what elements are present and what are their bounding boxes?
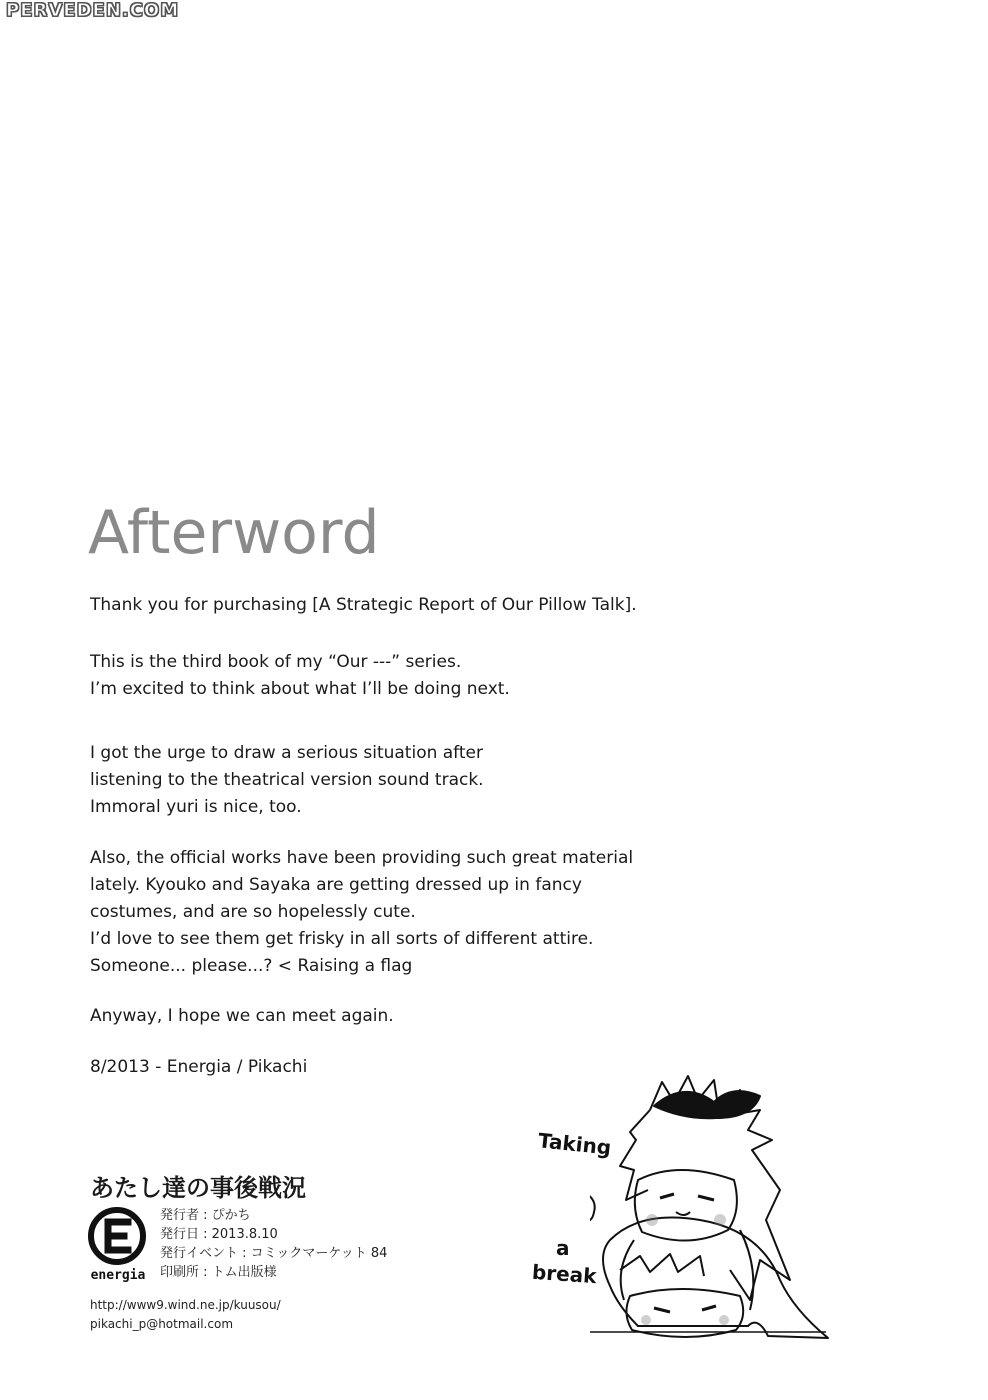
paragraph-line: listening to the theatrical version sound track.: [90, 770, 484, 790]
caption-word-taking: Taking: [536, 1128, 613, 1160]
paragraph-line: lately. Kyouko and Sayaka are getting dressed up in fancy: [90, 875, 582, 895]
book-title: あたし達の事後戦況: [90, 1174, 306, 1202]
paragraph-line: Anyway, I hope we can meet again.: [90, 1006, 394, 1026]
afterword-paragraph: [90, 740, 710, 821]
paragraph-line: Someone... please...? < Raising a flag: [90, 956, 413, 976]
afterword-paragraph: [90, 649, 710, 703]
paragraph-line: I’m excited to think about what I’ll be doing next.: [90, 679, 510, 699]
colophon-info: [160, 1206, 387, 1282]
chibi-characters-illustration: [590, 1070, 830, 1345]
paragraph-line: I’d love to see them get frisky in all sorts of different attire.: [90, 929, 594, 949]
logo-wordmark: energia: [90, 1268, 146, 1283]
publish-date-row: 発行日 : 2013.8.10: [160, 1227, 278, 1242]
website-url: http://www9.wind.ne.jp/kuusou/: [90, 1298, 281, 1312]
contact-info: [90, 1296, 281, 1334]
paragraph-line: Immoral yuri is nice, too.: [90, 797, 302, 817]
caption-word-a: a: [556, 1236, 570, 1260]
email-address: pikachi_p@hotmail.com: [90, 1317, 234, 1331]
paragraph-line: This is the third book of my “Our ---” series.: [90, 652, 462, 672]
printer-row: 印刷所 : トム出版様: [160, 1265, 277, 1280]
paragraph-line: Thank you for purchasing [A Strategic Report of Our Pillow Talk].: [90, 595, 637, 615]
paragraph-line: costumes, and are so hopelessly cute.: [90, 902, 416, 922]
publisher-row: 発行者 : ぴかち: [160, 1208, 251, 1223]
afterword-paragraph: [90, 1003, 710, 1030]
site-watermark: PERVEDEN.COM: [6, 0, 180, 21]
afterword-paragraph: [90, 845, 710, 980]
event-row: 発行イベント : コミックマーケット 84: [160, 1246, 388, 1261]
afterword-title: Afterword: [88, 498, 380, 568]
paragraph-line: Also, the official works have been providing such great material: [90, 848, 634, 868]
paragraph-line: I got the urge to draw a serious situation after: [90, 743, 483, 763]
paragraph-line: 8/2013 - Energia / Pikachi: [90, 1057, 308, 1077]
afterword-paragraph: [90, 592, 710, 619]
caption-word-break: break: [531, 1259, 598, 1289]
